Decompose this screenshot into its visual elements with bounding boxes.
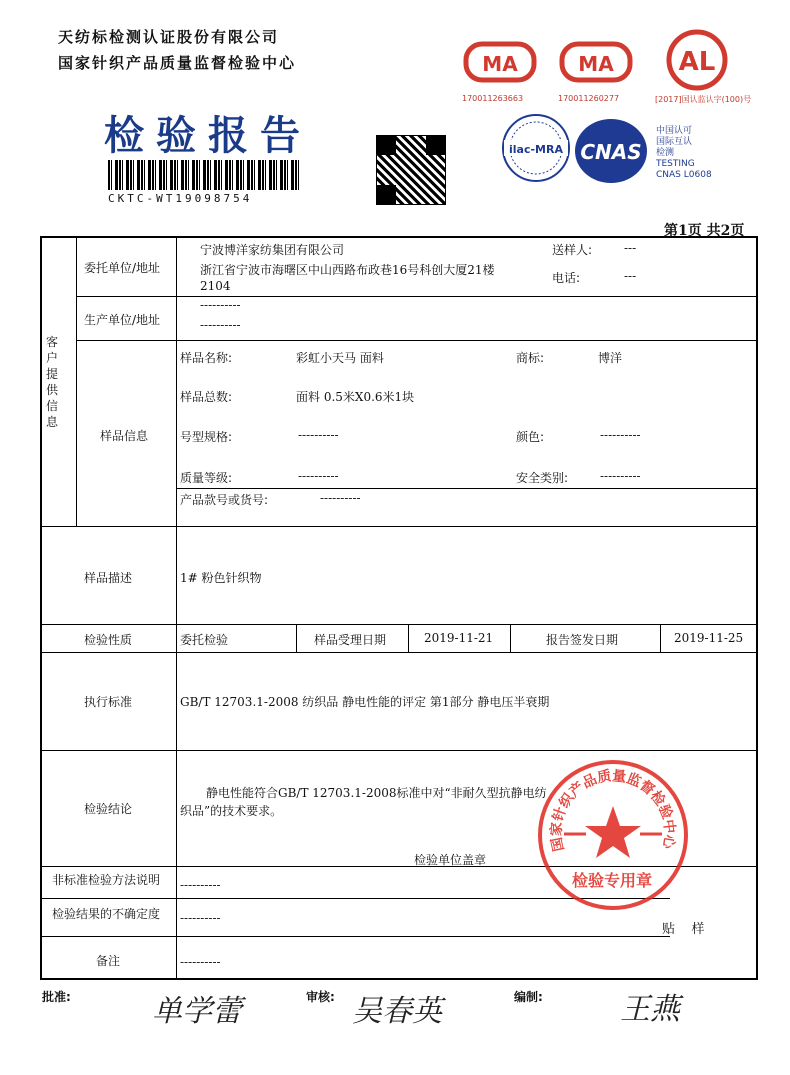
report-number: CKTC-WT19098754 bbox=[108, 192, 253, 205]
remark-label: 备注 bbox=[96, 954, 121, 968]
grade-label: 质量等级: bbox=[180, 471, 233, 485]
review-signature: 吴春英 bbox=[352, 994, 442, 1029]
color-value: ---------- bbox=[600, 428, 641, 442]
review-label: 审核: bbox=[306, 990, 335, 1004]
prepare-signature: 王燕 bbox=[620, 992, 680, 1027]
svg-text:MA: MA bbox=[482, 52, 518, 76]
quantity-value: 面料 0.5米X0.6米1块 bbox=[296, 390, 415, 404]
cnas-caption: 中国认可 国际互认 检测 TESTING CNAS L0608 bbox=[656, 126, 712, 180]
cal-logo-icon bbox=[662, 28, 732, 92]
receive-date-value: 2019-11-21 bbox=[424, 631, 494, 645]
cma-logo-icon bbox=[558, 38, 634, 94]
safety-value: ---------- bbox=[600, 469, 641, 483]
producer-label: 生产单位/地址 bbox=[84, 313, 161, 327]
sender-value: --- bbox=[624, 241, 637, 255]
desc-label: 样品描述 bbox=[84, 571, 133, 585]
ilac-mra-logo-icon bbox=[500, 112, 572, 184]
conclusion-line-2: 织品”的技术要求。 bbox=[180, 804, 283, 818]
model-label: 号型规格: bbox=[180, 430, 233, 444]
prepare-label: 编制: bbox=[514, 990, 543, 1004]
entrust-label: 委托单位/地址 bbox=[84, 261, 161, 275]
svg-text:AL: AL bbox=[678, 47, 716, 77]
nature-label: 检验性质 bbox=[84, 633, 133, 647]
page-indicator: 第1页 共2页 bbox=[664, 223, 745, 239]
approve-label: 批准: bbox=[42, 990, 71, 1004]
sample-attach-label: 贴 样 bbox=[662, 922, 705, 937]
remark-value: ---------- bbox=[180, 955, 221, 969]
style-no-label: 产品款号或货号: bbox=[180, 493, 269, 507]
receive-date-label: 样品受理日期 bbox=[314, 633, 387, 647]
desc-value: 1# 粉色针织物 bbox=[180, 571, 262, 585]
svg-text:CNAS: CNAS bbox=[580, 140, 642, 164]
phone-value: --- bbox=[624, 269, 637, 283]
cma-code-1: 170011263663 bbox=[462, 94, 524, 103]
issue-date-value: 2019-11-25 bbox=[674, 631, 744, 645]
seal-label: 检验单位盖章 bbox=[414, 853, 487, 867]
grade-value: ---------- bbox=[298, 469, 339, 483]
stamp-ring-text: 国家针织产品质量监督检验中心 bbox=[548, 768, 678, 853]
entrust-name: 宁波博洋家纺集团有限公司 bbox=[200, 243, 345, 257]
brand-label: 商标: bbox=[516, 351, 545, 365]
approve-signature: 单学蕾 bbox=[152, 994, 242, 1029]
svg-text:MA: MA bbox=[578, 52, 614, 76]
nature-value: 委托检验 bbox=[180, 633, 229, 647]
sample-name-label: 样品名称: bbox=[180, 351, 233, 365]
barcode-icon bbox=[108, 160, 300, 190]
stamp-bottom-text: 检验专用章 bbox=[572, 871, 653, 890]
standard-value: GB/T 12703.1-2008 纺织品 静电性能的评定 第1部分 静电压半衰期 bbox=[180, 695, 550, 709]
brand-value: 博洋 bbox=[598, 351, 623, 365]
company-name: 天纺标检测认证股份有限公司 bbox=[58, 28, 280, 46]
quantity-label: 样品总数: bbox=[180, 390, 233, 404]
sample-name-value: 彩虹小天马 面料 bbox=[296, 351, 384, 365]
phone-label: 电话: bbox=[552, 271, 581, 285]
uncertainty-value: ---------- bbox=[180, 911, 221, 925]
conclusion-label: 检验结论 bbox=[84, 802, 133, 816]
color-label: 颜色: bbox=[516, 430, 545, 444]
producer-line-2: ---------- bbox=[200, 318, 241, 332]
standard-label: 执行标准 bbox=[84, 695, 133, 709]
nonstd-label: 非标准检验方法说明 bbox=[52, 873, 161, 887]
official-stamp-icon bbox=[538, 760, 688, 910]
entrust-address-2: 2104 bbox=[200, 279, 231, 293]
cma-logo-icon bbox=[462, 38, 538, 94]
qr-code-icon bbox=[376, 135, 446, 205]
entrust-address: 浙江省宁波市海曙区中山西路布政巷16号科创大厦21楼 bbox=[200, 263, 495, 277]
style-no-value: ---------- bbox=[320, 491, 361, 505]
cma-code-2: 170011260277 bbox=[558, 94, 620, 103]
model-value: ---------- bbox=[298, 428, 339, 442]
svg-text:ilac-MRA: ilac-MRA bbox=[509, 143, 563, 156]
sender-label: 送样人: bbox=[552, 243, 593, 257]
cal-code: [2017]国认监认字(100)号 bbox=[655, 95, 752, 104]
cnas-logo-icon bbox=[572, 116, 650, 186]
uncertainty-label: 检验结果的不确定度 bbox=[52, 907, 161, 921]
report-title: 检验报告 bbox=[104, 112, 312, 159]
client-section-label: 客户提供信息 bbox=[45, 335, 58, 429]
sample-section-label: 样品信息 bbox=[100, 429, 149, 443]
center-name: 国家针织产品质量监督检验中心 bbox=[58, 54, 297, 72]
safety-label: 安全类别: bbox=[516, 471, 569, 485]
conclusion-line-1: 静电性能符合GB/T 12703.1-2008标准中对“非耐久型抗静电纺 bbox=[206, 786, 547, 800]
producer-line-1: ---------- bbox=[200, 298, 241, 312]
nonstd-value: ---------- bbox=[180, 878, 221, 892]
issue-date-label: 报告签发日期 bbox=[546, 633, 619, 647]
